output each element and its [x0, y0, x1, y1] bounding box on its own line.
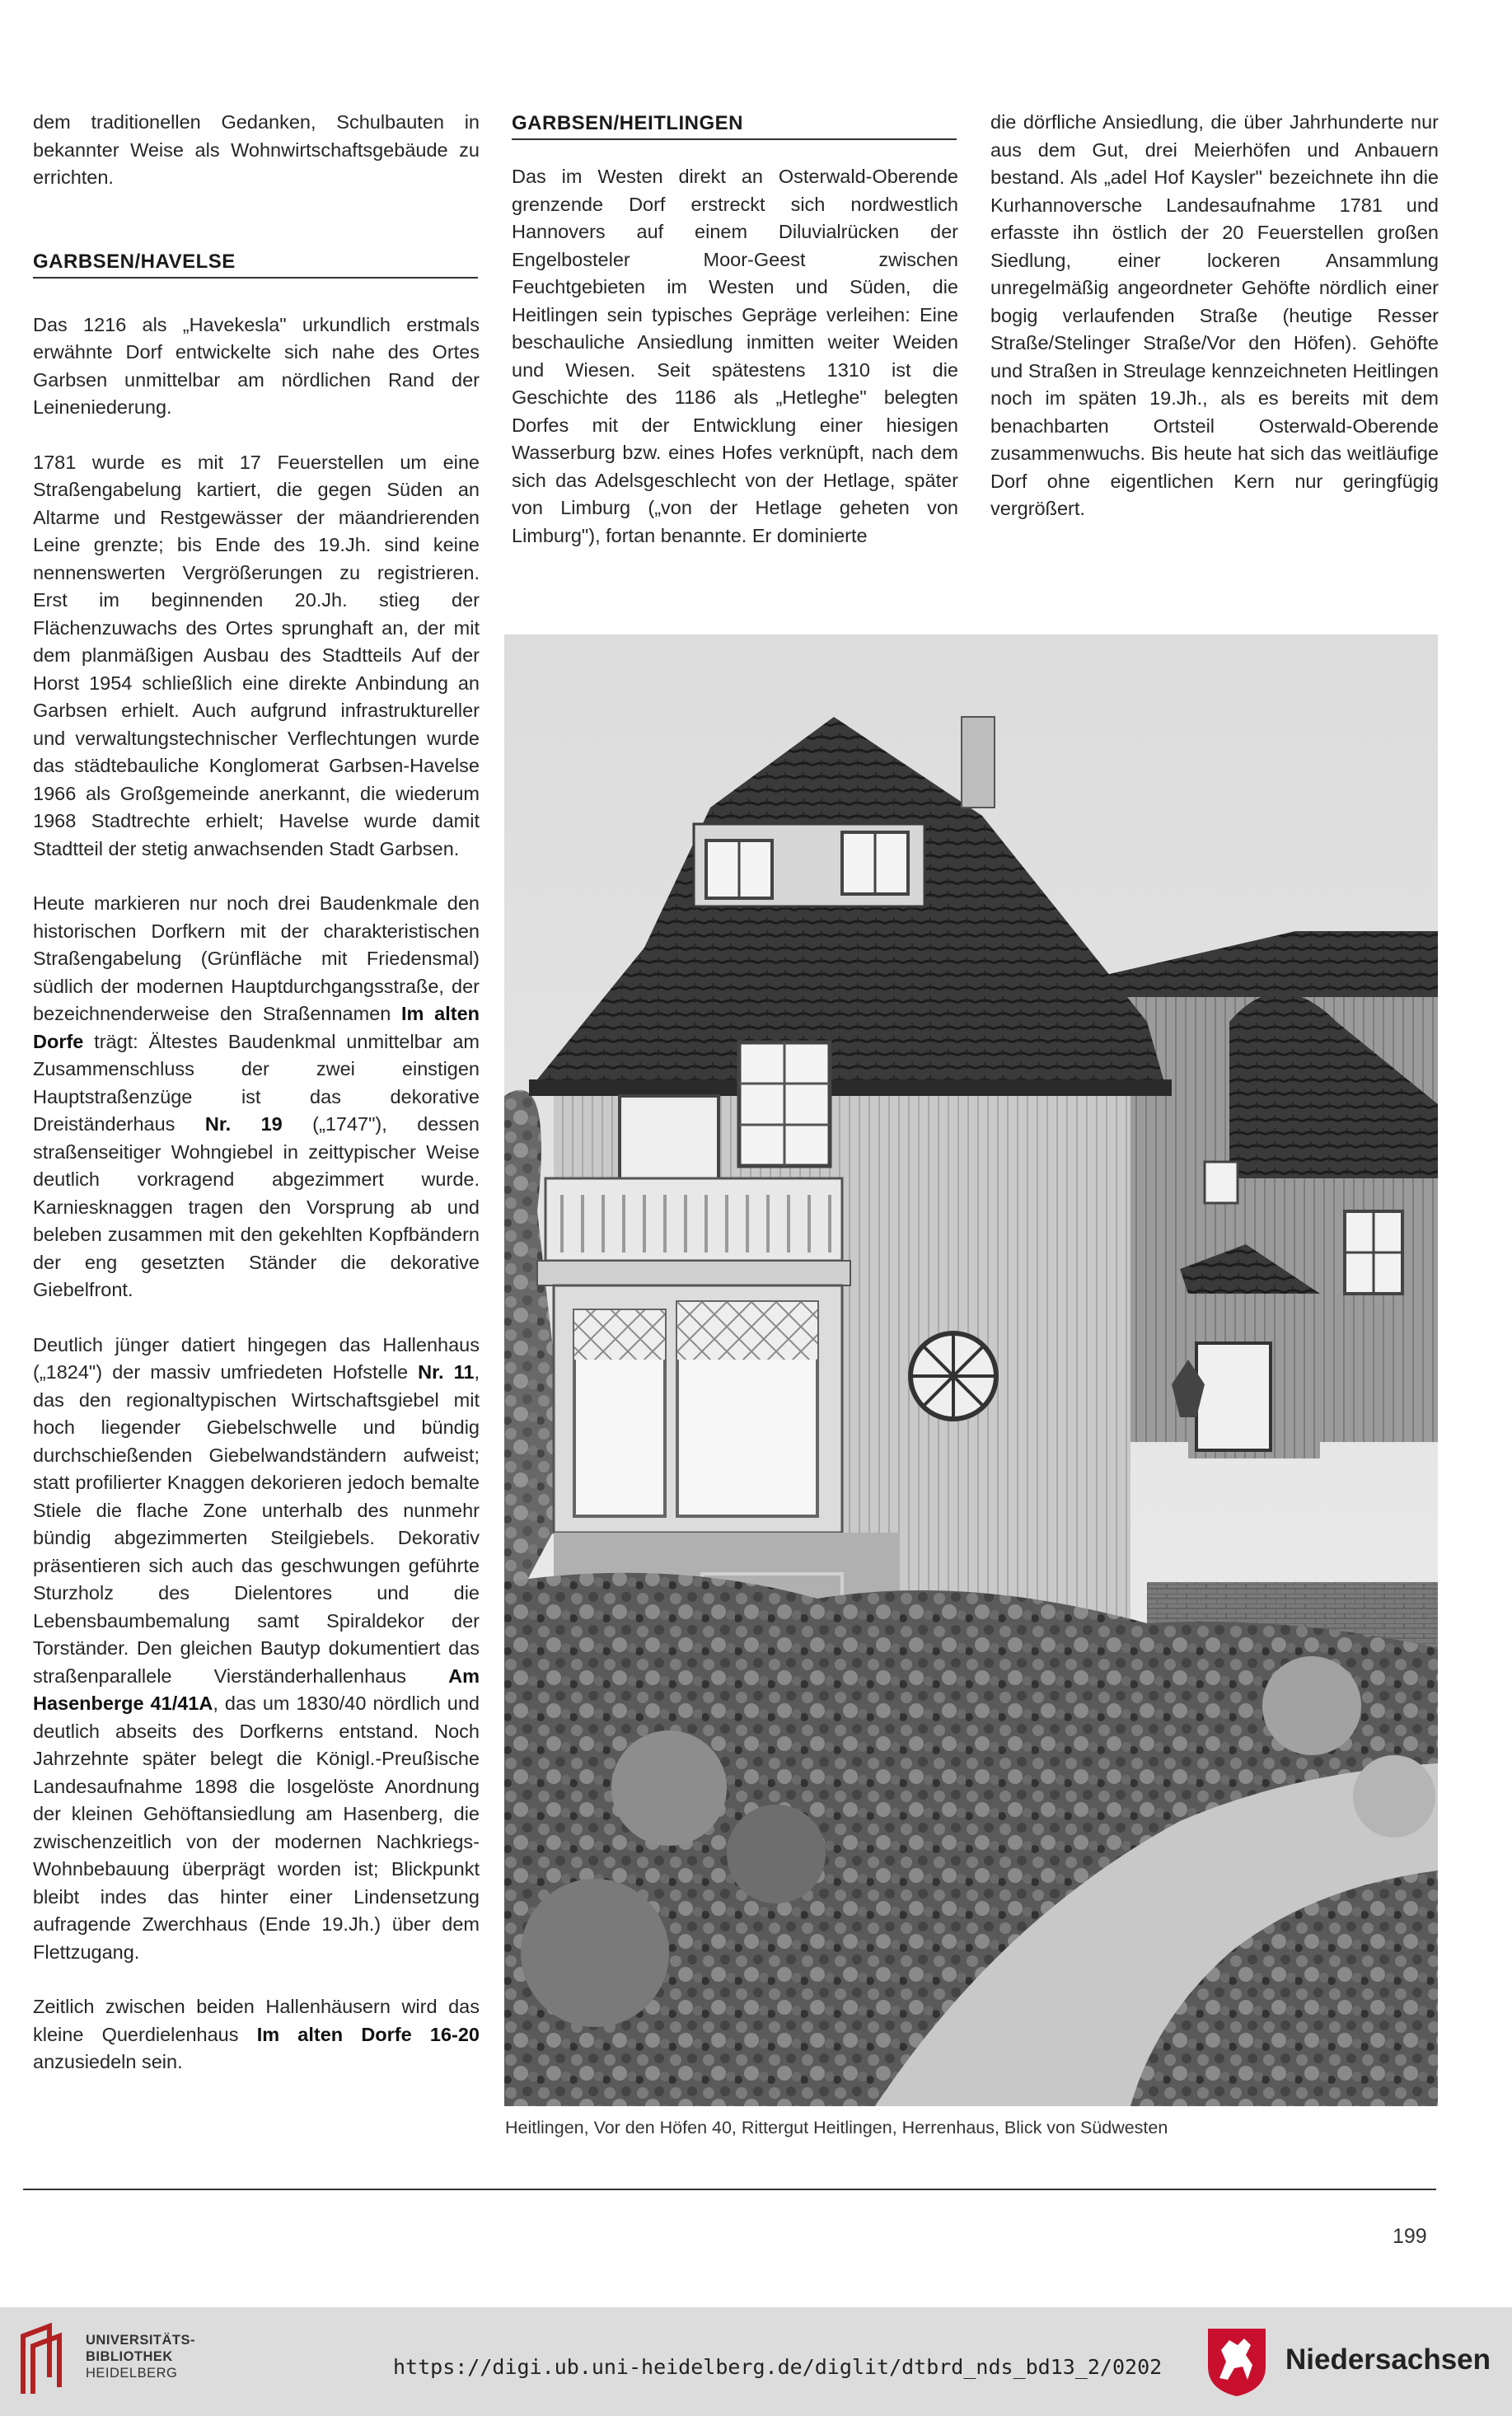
paragraph-heitlingen-2: die dörfliche Ansiedlung, die über Jahrhunderte nur aus dem Gut, drei Meierhöfen und Anbauern bestand. Als „adel Hof Kaysler" bezeichnete ihn die Kurhannoversche Landesaufnahme 1781 und erfasste ihn östlich der 20 Feuerstellen großen Siedlung, einer lockeren Ansammlung unregelmäßig angeordneter Gehöfte nördlich einer bogig verlaufenden Straße (heutige Resser Straße/Stelinger Straße/Vor den Höfen). Gehöfte und Straßen in Streulage kennzeichneten Heitlingen noch im späten 19.Jh., als es bereits mit dem benachbarten Ortsteil Osterwald-Oberende zusammenwuchs. Bis heute hat sich das weitläufige Dorf ohne eigentlichen Kern nur geringfügig vergrößert.	[990, 111, 1439, 519]
text-column-right	[990, 109, 1439, 523]
street-name-im-alten-dorfe-16-20: Im alten Dorfe 16-20	[256, 2023, 480, 2045]
document-url[interactable]: https://digi.ub.uni-heidelberg.de/diglit/dtbrd_nds_bd13_2/0202	[393, 2355, 1163, 2379]
section-heading-heitlingen: GARBSEN/HEITLINGEN	[512, 112, 957, 140]
paragraph-havelse-2: 1781 wurde es mit 17 Feuerstellen um eine Straßengabelung kartiert, die gegen Süden an Altarme und Restgewässer der mäandrierenden Leine grenzte; bis Ende des 19.Jh. sind keine nennenswerten Vergrößerungen zu registrieren. Erst im beginnenden 20.Jh. stieg der Flächenzuwachs des Ortes sprunghaft an, der mit dem planmäßigen Ausbau des Stadtteils Auf der Horst 1954 schließlich eine direkte Anbindung an Garbsen erhielt. Auch aufgrund infrastruktureller und verwaltungstechnischer Verflechtungen wurde das städtebauliche Konglomerat Garbsen-Havelse 1966 als Großgemeinde anerkannt, die wiederum 1968 Stadtrechte erhielt; Havelse wurde damit Stadtteil der stetig anwachsenden Stadt Garbsen.	[33, 451, 480, 859]
text-column-middle	[512, 163, 958, 550]
figure-caption: Heitlingen, Vor den Höfen 40, Rittergut Heitlingen, Herrenhaus, Blick von Südwesten	[505, 2118, 1168, 2137]
paragraph-havelse-3: Heute markieren nur noch drei Baudenkmale den historischen Dorfkern mit der charakteristischen Straßengabelung (Grünfläche mit Friedensmal) südlich der modernen Hauptdurchgangsstraße, der bezeichnenderweise den Straßennamen Im alten Dorfe trägt: Ältestes Baudenkmal unmittelbar am Zusammenschluss der zwei einstigen Hauptstraßenzüge ist das dekorative Dreiständerhaus Nr. 19 („1747"), dessen straßenseitiger Wohngiebel in zeittypischer Weise deutlich vorkragend abgezimmert wurde. Karniesknaggen tragen den Vorsprung ab und beleben zusammen mit den gekehlten Kopfbändern der eng gesetzten Ständer die dekorative Giebelfront.	[33, 892, 480, 1300]
paragraph-havelse-1: Das 1216 als „Havekesla" urkundlich erstmals erwähnte Dorf entwickelte sich nahe des Ortes Garbsen unmittelbar am nördlichen Rand der Leineniederung.	[33, 313, 480, 418]
house-number-11: Nr. 11	[418, 1361, 475, 1383]
house-number-19: Nr. 19	[204, 1113, 283, 1135]
university-library-name: UNIVERSITÄTS- BIBLIOTHEK HEIDELBERG	[86, 2333, 196, 2381]
lower-saxony-horse-crest-icon	[1205, 2325, 1269, 2398]
page-number: 199	[1393, 2225, 1427, 2248]
paragraph-intro: dem traditionellen Gedanken, Schulbauten in bekannter Weise als Wohnwirtschaftsgebäude zu errichten.	[33, 111, 480, 188]
lower-saxony-wordmark: Niedersachsen	[1285, 2343, 1491, 2376]
paragraph-havelse-4: Deutlich jünger datiert hingegen das Hallenhaus („1824") der massiv umfriedeten Hofstelle Nr. 11, das den regionaltypischen Wirtschaftsgiebel mit hoch liegender Giebelschwelle und bündig durchschießenden Giebelwandständern aufweist; statt profilierter Knaggen dekorieren jedoch bemalte Stiele die flache Zone unterhalb des nunmehr bündig abgezimmerten Steilgiebels. Dekorativ präsentieren sich auch das geschwungen geführte Sturzholz des Dielentores und die Lebensbaumbemalung samt Spiraldekor der Torständer. Den gleichen Bautyp dokumentiert das straßenparallele Vierständerhallenhaus Am Hasenberge 41/41A, das um 1830/40 nördlich und deutlich abseits des Dorfkerns entstand. Noch Jahrzehnte später belegt die Königl.-Preußische Landesaufnahme 1898 die losgelöste Anordnung der kleinen Gehöftansiedlung am Hasenberg, die zwischenzeitlich von der modernen Nachkriegs-Wohnbebauung überprägt worden ist; Blickpunkt bleibt indes das hinter einer Lindensetzung aufragende Zwerchhaus (Ende 19.Jh.) über dem Flettzugang.	[33, 1333, 480, 1963]
section-heading-havelse: GARBSEN/HAVELSE	[33, 250, 478, 279]
street-name-am-hasenberge: Am Hasenberge 41/41A	[33, 1665, 480, 1714]
university-library-logo-icon	[16, 2320, 69, 2402]
paragraph-heitlingen-1: Das im Westen direkt an Osterwald-Oberende grenzende Dorf erstreckt sich nordwestlich Hannovers auf einem Diluvialrücken der Engelbosteler Moor-Geest zwischen Feuchtgebieten im Westen und Süden, die Heitlingen sein typisches Gepräge verleihen: Eine beschauliche Ansiedlung inmitten weiter Weiden und Wiesen. Seit spätestens 1310 ist die Geschichte des 1186 als „Hetleghe" belegten Dorfes mit der Entwicklung einer hiesigen Wasserburg bzw. eines Hofes verknüpft, nach dem sich das Adelsgeschlecht von der Hetlage, später von Limburg („von der Hetlage geheten von Limburg"), fortan benannte. Er dominierte	[512, 166, 958, 546]
paragraph-havelse-5: Zeitlich zwischen beiden Hallenhäusern wird das kleine Querdielenhaus Im alten Dorfe 16-20 anzusiedeln sein.	[33, 1996, 480, 2072]
street-name-im-alten-dorfe: Im alten Dorfe	[33, 1003, 480, 1052]
house-photograph	[504, 634, 1438, 2106]
footer-divider	[23, 2189, 1436, 2190]
text-column-left	[33, 109, 480, 2077]
